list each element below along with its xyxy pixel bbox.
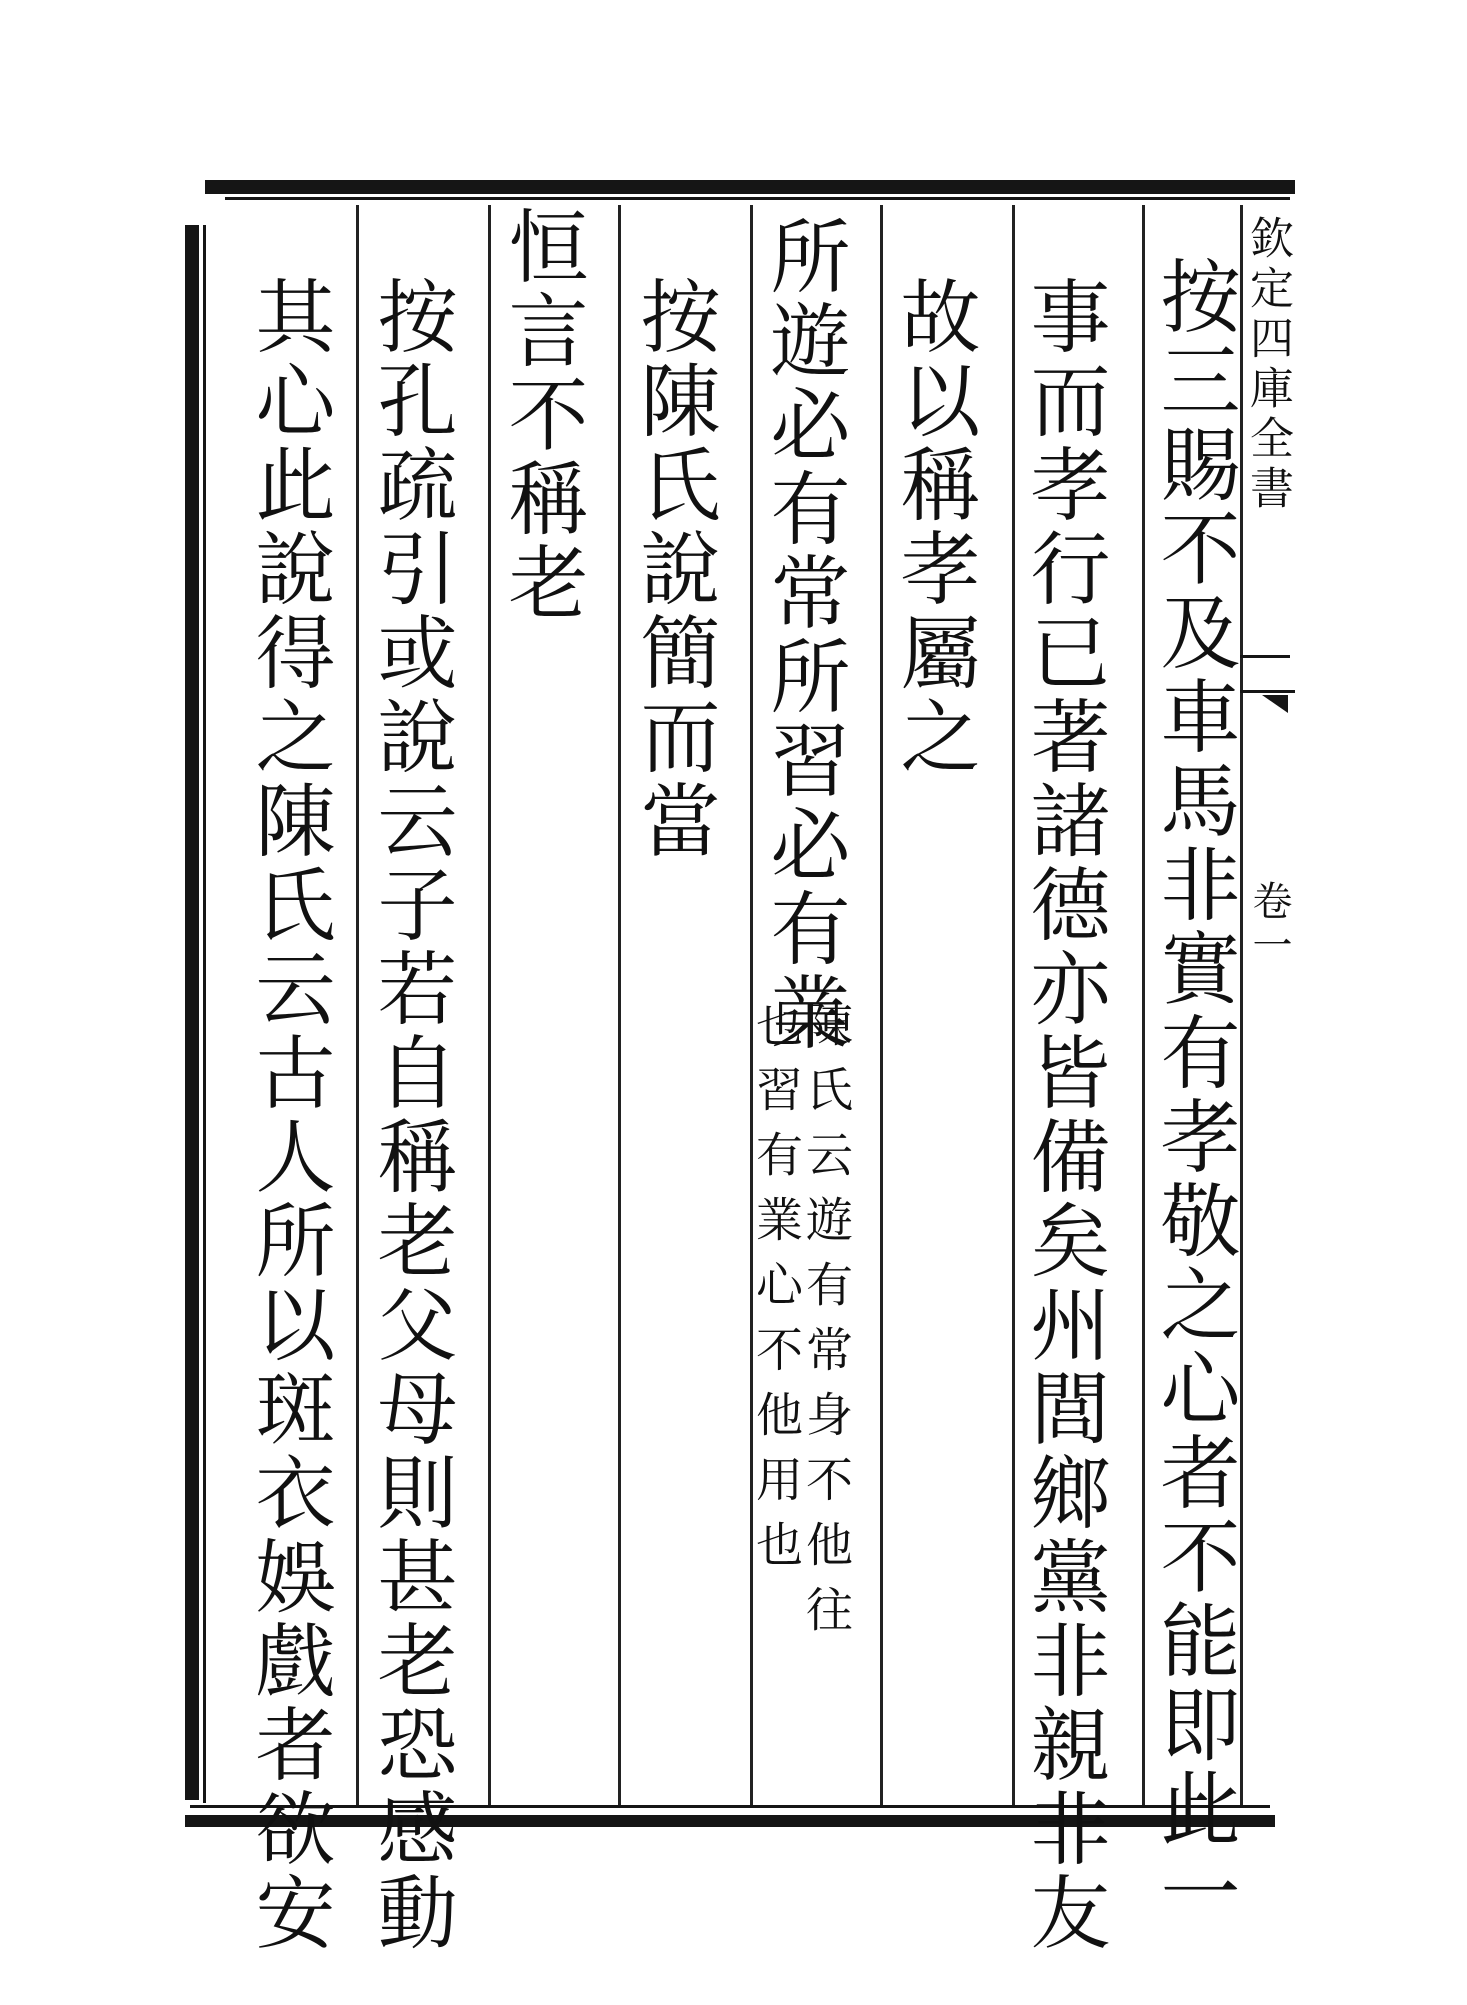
text-column-6: 恒言不稱老 [495,205,588,625]
text-column-4: 所遊必有常所習必有業 [757,215,850,1055]
text-column-2: 事而孝行已著諸德亦皆備矣州閭鄉黨非親非友 [1017,275,1110,1955]
annotation-column-left: 也習有業心不他用也 [748,1000,803,1585]
text-column-1: 按三賜不及車馬非實有孝敬之心者不能即此一 [1147,255,1240,1935]
column-rule [488,205,491,1805]
volume-label: 卷一 [1246,880,1292,968]
page-frame-bottom-border [185,1815,1275,1827]
page-frame-top-inner-border [225,197,1290,200]
page-frame-left-inner-border [203,225,206,1803]
fish-tail-line [1240,690,1295,693]
fish-tail-mark [1262,695,1288,713]
annotation-column-right: 陳氏云遊有常身不他往 [798,1000,853,1650]
column-rule [618,205,621,1805]
text-column-5: 按陳氏說簡而當 [627,275,720,863]
column-rule [356,205,359,1805]
page-frame-left-border [185,225,199,1800]
book-title: 欽定四庫全書 [1242,215,1293,515]
text-column-8: 其心此說得之陳氏云古人所以斑衣娛戲者欲安 [242,275,335,1955]
text-column-3: 故以稱孝屬之 [887,275,980,779]
column-rule [880,205,883,1805]
page-frame-top-border [205,180,1295,194]
text-column-7: 按孔疏引或說云子若自稱老父母則甚老恐感動 [364,275,457,1955]
fish-tail-line [1240,655,1290,658]
